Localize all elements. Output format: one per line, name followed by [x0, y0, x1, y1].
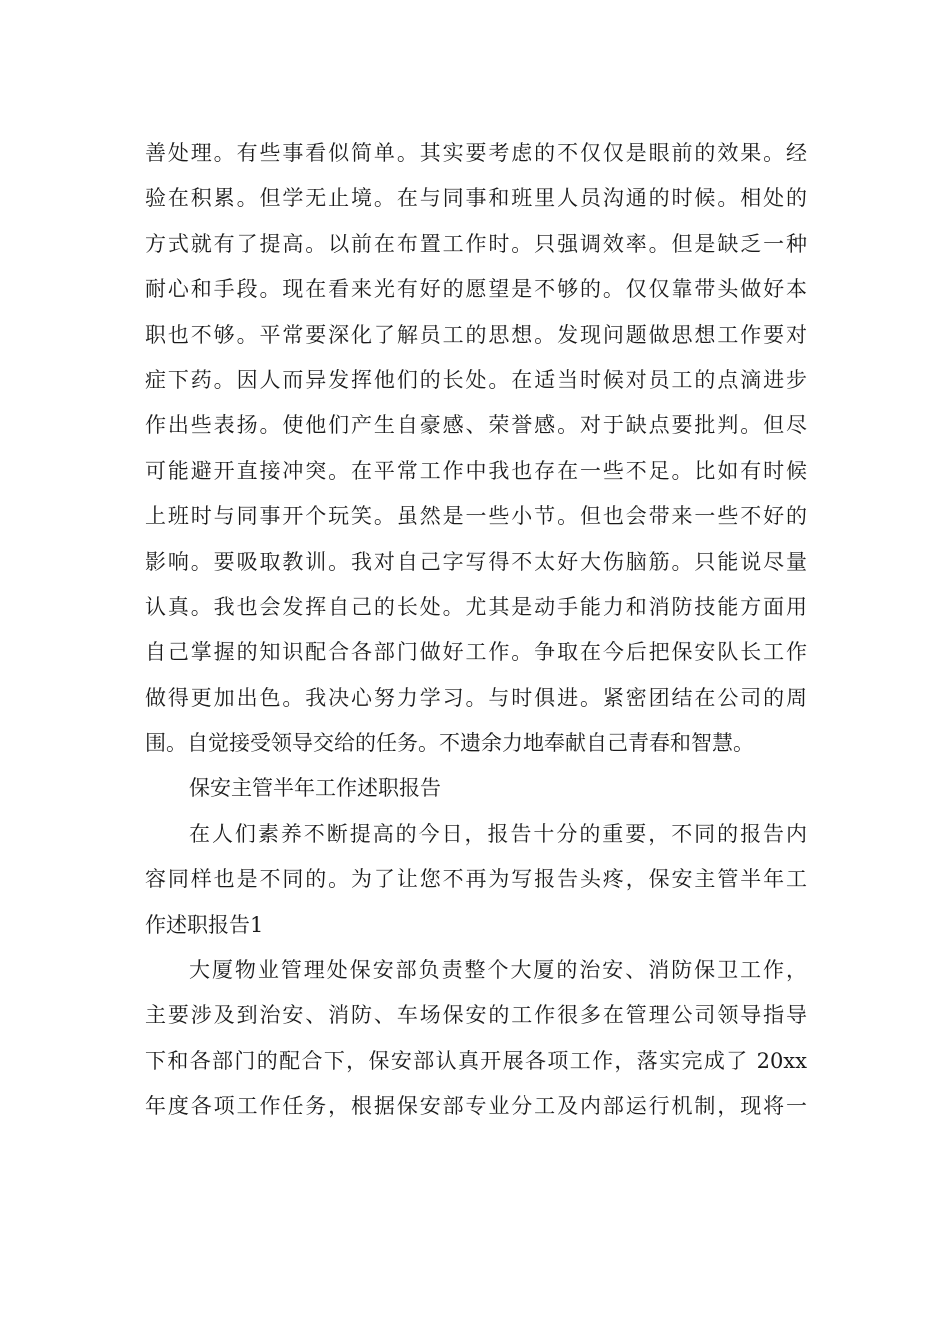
text-line: 作述职报告1: [145, 912, 264, 937]
section-heading: 保安主管半年工作述职报告: [189, 776, 441, 801]
text-line: 年度各项工作任务，根据保安部专业分工及内部运行机制，现将一: [145, 1094, 807, 1119]
text-line: 善处理。有些事看似简单。其实要考虑的不仅仅是眼前的效果。经: [145, 141, 807, 165]
text-line: 作出些表扬。使他们产生自豪感、荣誉感。对于缺点要批判。但尽: [145, 413, 807, 438]
paragraph-continued: [145, 131, 807, 766]
text-line: 容同样也是不同的。为了让您不再为写报告头疼，保安主管半年工: [145, 867, 807, 892]
paragraph-body: [145, 948, 807, 1130]
text-line: 验在积累。但学无止境。在与同事和班里人员沟通的时候。相处的: [145, 186, 807, 211]
text-line: 主要涉及到治安、消防、车场保安的工作很多在管理公司领导指导: [145, 1003, 807, 1028]
text-line: 上班时与同事开个玩笑。虽然是一些小节。但也会带来一些不好的: [145, 504, 807, 529]
text-line: 影响。要吸取教训。我对自己字写得不太好大伤脑筋。只能说尽量: [145, 549, 807, 574]
text-line: 认真。我也会发挥自己的长处。尤其是动手能力和消防技能方面用: [145, 594, 807, 619]
text-line: 耐心和手段。现在看来光有好的愿望是不够的。仅仅靠带头做好本: [145, 277, 807, 302]
text-line: 方式就有了提高。以前在布置工作时。只强调效率。但是缺乏一种: [145, 231, 807, 256]
document-body: [145, 131, 807, 1130]
text-line: 职也不够。平常要深化了解员工的思想。发现问题做思想工作要对: [145, 322, 807, 347]
text-line: 自己掌握的知识配合各部门做好工作。争取在今后把保安队长工作: [145, 640, 807, 665]
text-line: 下和各部门的配合下，保安部认真开展各项工作，落实完成了 20xx: [145, 1048, 807, 1073]
text-line: 做得更加出色。我决心努力学习。与时俱进。紧密团结在公司的周: [145, 685, 807, 710]
text-line: 可能避开直接冲突。在平常工作中我也存在一些不足。比如有时候: [145, 458, 807, 483]
text-line: 在人们素养不断提高的今日，报告十分的重要，不同的报告内: [189, 821, 807, 846]
text-line: 大厦物业管理处保安部负责整个大厦的治安、消防保卫工作，: [189, 958, 807, 983]
paragraph-intro: [145, 812, 807, 948]
text-line: 症下药。因人而异发挥他们的长处。在适当时候对员工的点滴进步: [145, 367, 807, 392]
text-line: 围。自觉接受领导交给的任务。不遗余力地奉献自己青春和智慧。: [145, 731, 754, 756]
